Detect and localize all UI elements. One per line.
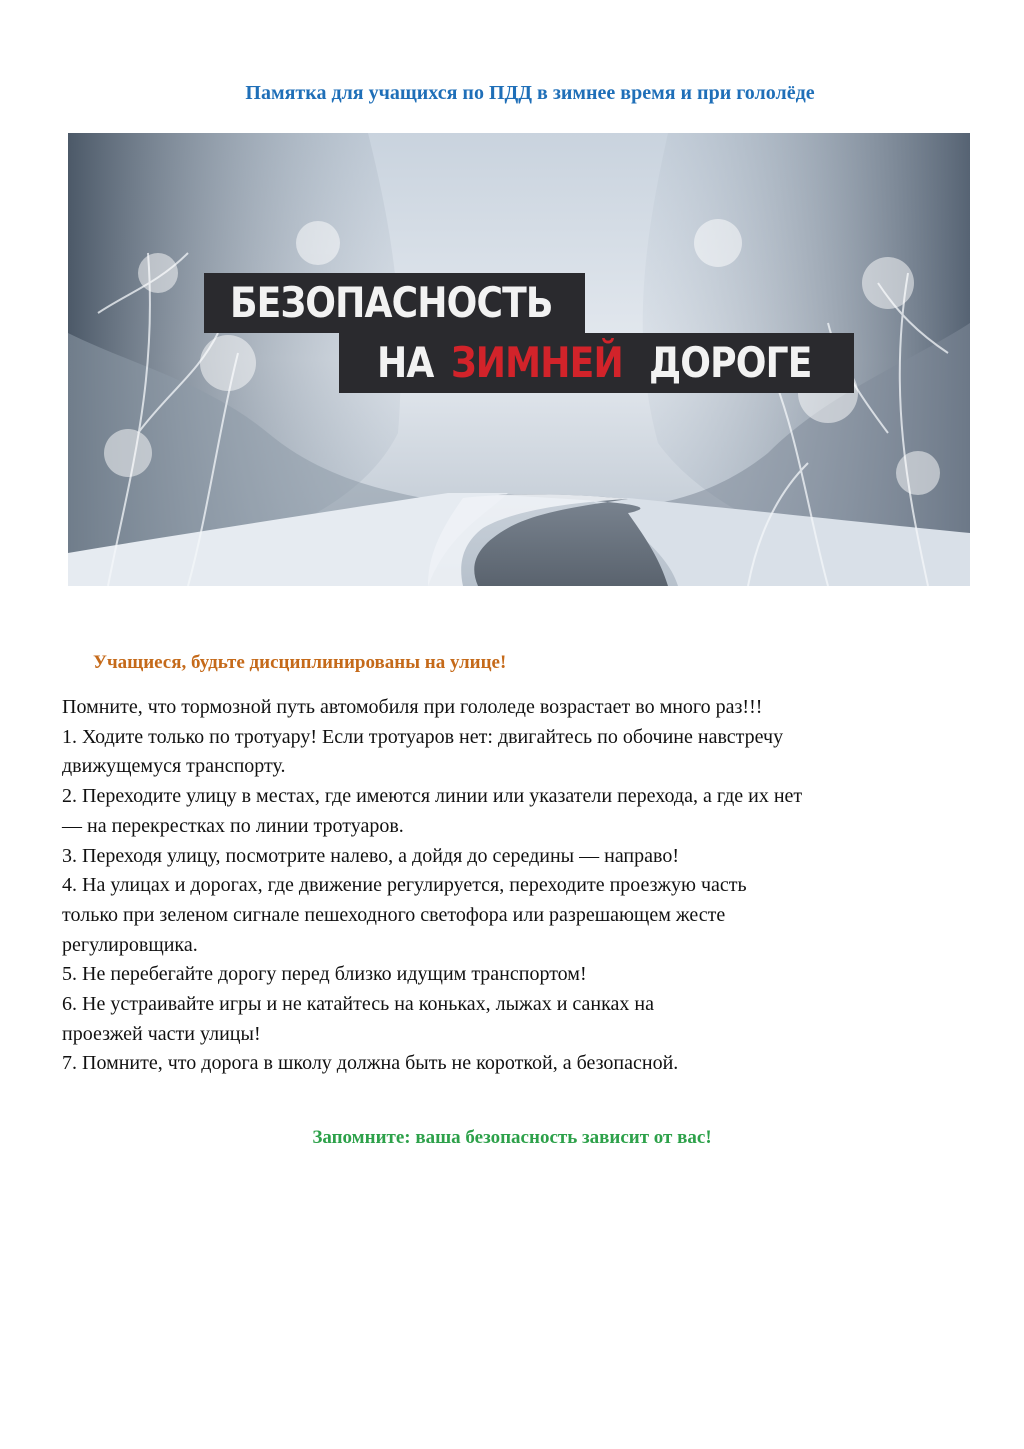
banner-line2-accent: ЗИМНЕЙ: [451, 338, 623, 387]
text-line: Помните, что тормозной путь автомобиля при гололеде возрастает во много раз!!!: [62, 696, 763, 718]
banner-line2-start: НА: [377, 338, 434, 387]
page-title: Памятка для учащихся по ПДД в зимнее время и при гололёде: [245, 82, 815, 104]
text-line: 2. Переходите улицу в местах, где имеются линии или указатели перехода, а где их нет: [62, 785, 803, 808]
text-line: проезжей части улицы!: [62, 1022, 261, 1045]
text-line: 6. Не устраивайте игры и не катайтесь на коньках, лыжах и санках на: [62, 993, 655, 1016]
banner-sign-row2: [339, 333, 854, 393]
banner-sign: [204, 273, 854, 393]
footer-note: Запомните: ваша безопасность зависит от вас!: [312, 1127, 712, 1148]
text-line: 5. Не перебегайте дорогу перед близко идущим транспортом!: [62, 963, 587, 986]
banner-line1: БЕЗОПАСНОСТЬ: [230, 278, 553, 327]
rules-text: [62, 693, 982, 1079]
text-line: 3. Переходя улицу, посмотрите налево, а дойдя до середины — направо!: [62, 844, 679, 867]
text-line: 7. Помните, что дорога в школу должна быть не короткой, а безопасной.: [62, 1052, 679, 1075]
text-line: — на перекрестках по линии тротуаров.: [62, 814, 404, 837]
text-line: 1. Ходите только по тротуару! Если тротуаров нет: двигайтесь по обочине навстречу: [62, 725, 784, 748]
banner-image: [68, 133, 970, 586]
text-line: движущемуся транспорту.: [62, 755, 286, 778]
text-line: регулировщика.: [62, 933, 198, 956]
subheading: Учащиеся, будьте дисциплинированы на улице!: [93, 652, 507, 673]
banner-line2-end: ДОРОГЕ: [649, 338, 812, 387]
text-line: 4. На улицах и дорогах, где движение регулируется, переходите проезжую часть: [62, 874, 747, 897]
banner-sign-row1: [204, 273, 585, 333]
text-line: только при зеленом сигнале пешеходного светофора или разрешающем жесте: [62, 903, 726, 926]
